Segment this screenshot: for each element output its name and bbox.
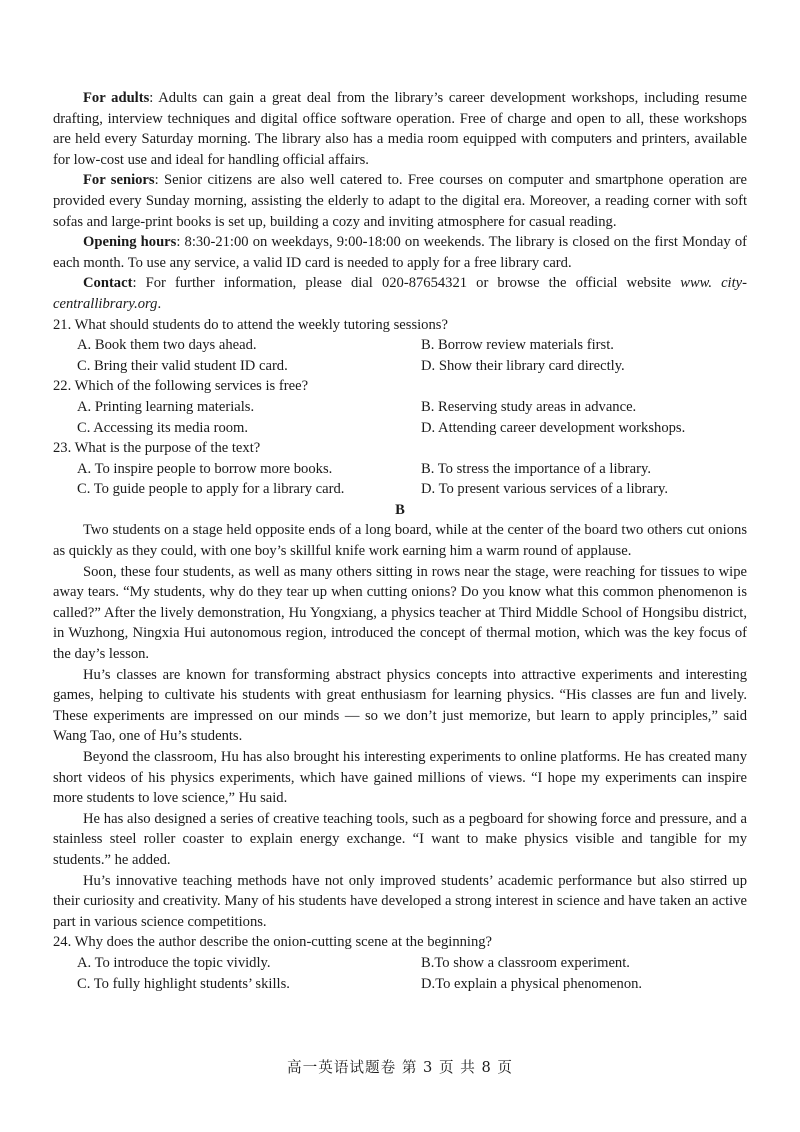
option-d: D.To explain a physical phenomenon. xyxy=(421,975,643,992)
option-d: D. Attending career development workshops. xyxy=(421,419,686,436)
question-stem: 21. What should students do to attend the weekly tutoring sessions? xyxy=(53,316,448,333)
question-options xyxy=(53,459,747,500)
option-c: C. Accessing its media room. xyxy=(77,419,249,436)
question-options xyxy=(53,335,747,376)
contact-website: www. city-centrallibrary.org xyxy=(53,275,748,312)
label-contact: Contact xyxy=(83,275,133,292)
page-footer: 高一英语试题卷 第 3 页 共 8 页 xyxy=(287,1059,513,1076)
page-content xyxy=(53,88,747,994)
question-options xyxy=(53,397,747,438)
label-seniors: For seniors xyxy=(83,172,155,189)
question-22 xyxy=(53,376,747,438)
option-b: B.To show a classroom experiment. xyxy=(421,954,630,971)
option-b: B. Borrow review materials first. xyxy=(421,337,614,354)
section-b-title: B xyxy=(395,501,405,518)
text-seniors: : Senior citizens are also well catered to. Free courses on computer and smartphone operation are provided every Sunday morning, assisting the elderly to adapt to the digital era. Moreover, a reading corner with soft sofas and large-print books is set up, building a cozy and inviting atmosphere for casual reading. xyxy=(53,172,748,230)
option-d: D. Show their library card directly. xyxy=(421,357,625,374)
paragraph-opening-hours xyxy=(53,232,747,273)
label-opening-hours: Opening hours xyxy=(83,234,177,251)
question-stem: 24. Why does the author describe the onion-cutting scene at the beginning? xyxy=(53,934,493,951)
question-24 xyxy=(53,932,747,994)
paragraph-b-6: Hu’s innovative teaching methods have not only improved students’ academic performance but also stirred up their curiosity and creativity. Many of his students have developed a strong interest in science and have taken an active part in various science competitions. xyxy=(53,872,747,930)
option-c: C. Bring their valid student ID card. xyxy=(77,357,288,374)
paragraph-adults xyxy=(53,88,747,170)
question-stem: 23. What is the purpose of the text? xyxy=(53,440,261,457)
paragraph-b-4: Beyond the classroom, Hu has also brought his interesting experiments to online platforms. He has created many short videos of his physics experiments, which have gained millions of views. “I hope my experiments can inspire more students to love science,” Hu said. xyxy=(53,749,747,807)
paragraph-seniors xyxy=(53,170,747,232)
option-a: A. To introduce the topic vividly. xyxy=(77,954,271,971)
option-d: D. To present various services of a library. xyxy=(421,481,668,498)
contact-end: . xyxy=(157,295,162,312)
text-opening-hours: : 8:30-21:00 on weekdays, 9:00-18:00 on weekends. The library is closed on the first Monday of each month. To use any service, a valid ID card is needed to apply for a free library card. xyxy=(53,234,747,271)
option-a: A. To inspire people to borrow more books. xyxy=(77,460,333,477)
question-options xyxy=(53,953,747,994)
question-stem: 22. Which of the following services is free? xyxy=(53,378,309,395)
label-adults: For adults xyxy=(83,90,150,106)
option-b: B. Reserving study areas in advance. xyxy=(421,398,637,415)
option-c: C. To guide people to apply for a library card. xyxy=(77,481,345,498)
option-c: C. To fully highlight students’ skills. xyxy=(77,975,290,992)
text-adults: : Adults can gain a great deal from the library’s career development workshops, including resume drafting, interview techniques and digital office software operation. Free of charge and open to all, these workshops are held every Saturday morning. The library also has a media room equipped with computers and printers, available for low-cost use and ideal for handling official affairs. xyxy=(53,90,747,168)
option-b: B. To stress the importance of a library. xyxy=(421,460,651,477)
paragraph-b-5: He has also designed a series of creative teaching tools, such as a pegboard for showing force and pressure, and a stainless steel roller coaster to explain energy exchange. “I want to make physics visible and tangible for my students.” he added. xyxy=(53,810,747,868)
question-23 xyxy=(53,438,747,500)
option-a: A. Book them two days ahead. xyxy=(77,337,257,354)
paragraph-b-3: Hu’s classes are known for transforming abstract physics concepts into attractive experiments and interesting games, helping to cultivate his students with great enthusiasm for learning physics. “His classes are fun and lively. These experiments are impressed on our minds — so we don’t just memorize, but learn to apply principles,” said Wang Tao, one of Hu’s students. xyxy=(53,666,747,745)
option-a: A. Printing learning materials. xyxy=(77,398,255,415)
paragraph-b-1: Two students on a stage held opposite ends of a long board, while at the center of the board two others cut onions as quickly as they could, with one boy’s skillful knife work earning him a warm round of applause. xyxy=(53,522,747,560)
text-contact: : For further information, please dial 020-87654321 or browse the official website xyxy=(132,275,681,292)
question-21 xyxy=(53,315,747,377)
paragraph-contact xyxy=(53,273,747,314)
paragraph-b-2: Soon, these four students, as well as many others sitting in rows near the stage, were reaching for tissues to wipe away tears. “My students, why do they tear up when cutting onions? Do you know what this common phenomenon is called?” After the lively demonstration, Hu Yongxiang, a physics teacher at Third Middle School of Hongsibu district, in Wuzhong, Ningxia Hui autonomous region, introduced the concept of thermal motion, which was the key focus of the day’s lesson. xyxy=(53,563,747,663)
